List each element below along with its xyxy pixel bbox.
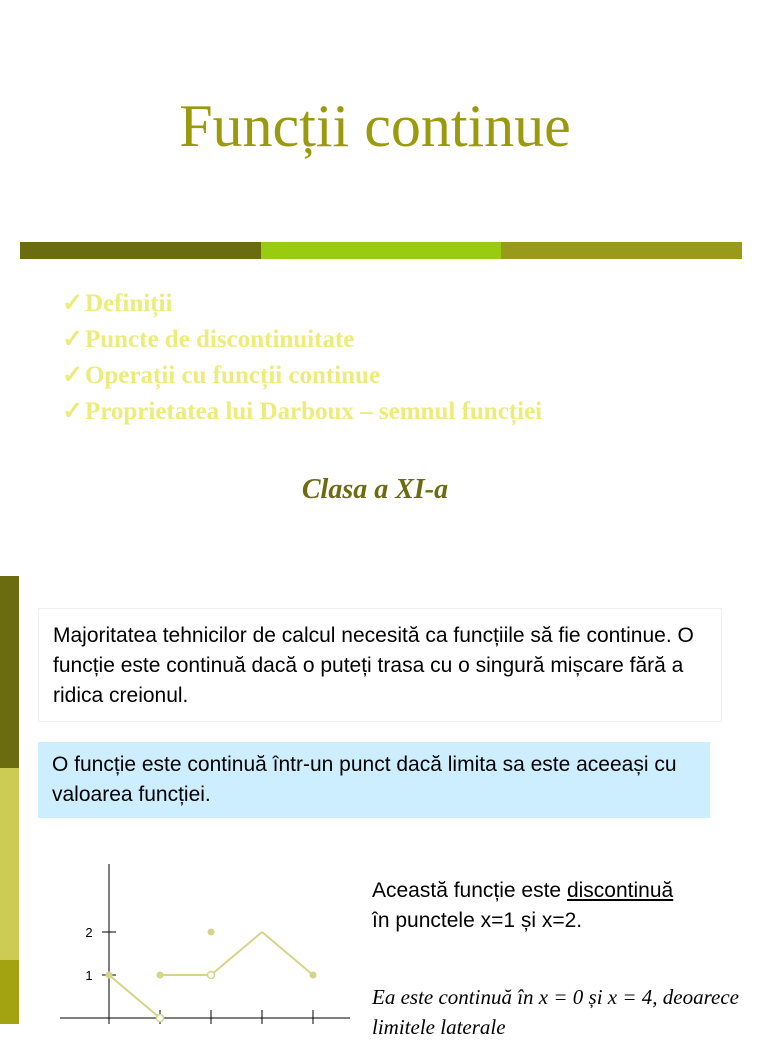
checkmark-icon: ✓ (62, 326, 83, 353)
side-bar-light (0, 768, 19, 960)
topic-label: Definiții (84, 290, 173, 317)
side-bar-dark (0, 576, 19, 768)
open-point (208, 972, 215, 979)
topic-item (62, 322, 542, 358)
topic-label: Operații cu funcții continue (84, 362, 381, 389)
side-bar-olive (0, 960, 19, 1024)
checkmark-icon: ✓ (62, 398, 83, 425)
divider-bar-green (261, 242, 502, 259)
y-tick-label: 1 (85, 968, 93, 983)
intro-text-box: Majoritatea tehnicilor de calcul necesită ca funcțiile să fie continue. O funcție este continuă dacă o puteți trasa cu o singură mișcare fără a ridica creionul. (38, 608, 722, 722)
checkmark-icon: ✓ (62, 290, 83, 317)
divider-bar-dark (20, 242, 261, 259)
topic-item (62, 394, 542, 430)
curve-segment (211, 932, 262, 975)
filled-point (208, 929, 215, 936)
filled-point (106, 972, 113, 979)
definition-box: O funcție este continuă într-un punct dacă limita sa este aceeași cu valoarea funcției. (38, 742, 710, 818)
description-prefix: Această funcție este (372, 879, 567, 902)
topic-item (62, 358, 542, 394)
topic-label: Proprietatea lui Darboux – semnul funcției (84, 398, 543, 425)
description-underlined: discontinuă (566, 879, 674, 902)
filled-point (310, 972, 317, 979)
checkmark-icon: ✓ (62, 362, 83, 389)
continuity-note: Ea este continuă în x = 0 și x = 4, deoarece limitele laterale (372, 985, 739, 1039)
topic-item (62, 286, 542, 322)
divider-bar-olive (501, 242, 742, 259)
description-suffix: în punctele x=1 și x=2. (372, 909, 583, 932)
filled-point (157, 972, 164, 979)
y-tick-label: 2 (85, 925, 93, 940)
divider-bars (20, 242, 742, 259)
function-graph (60, 860, 360, 1024)
slide-title: Funcții continue (179, 93, 571, 159)
curve-segment (262, 932, 313, 975)
curve-segment (109, 975, 160, 1018)
open-point (157, 1015, 164, 1022)
side-accent-bars (0, 576, 19, 1024)
topic-label: Puncte de discontinuitate (84, 326, 355, 353)
topic-list (62, 286, 542, 430)
class-label: Clasa a XI-a (301, 474, 449, 505)
graph-description (372, 876, 762, 936)
